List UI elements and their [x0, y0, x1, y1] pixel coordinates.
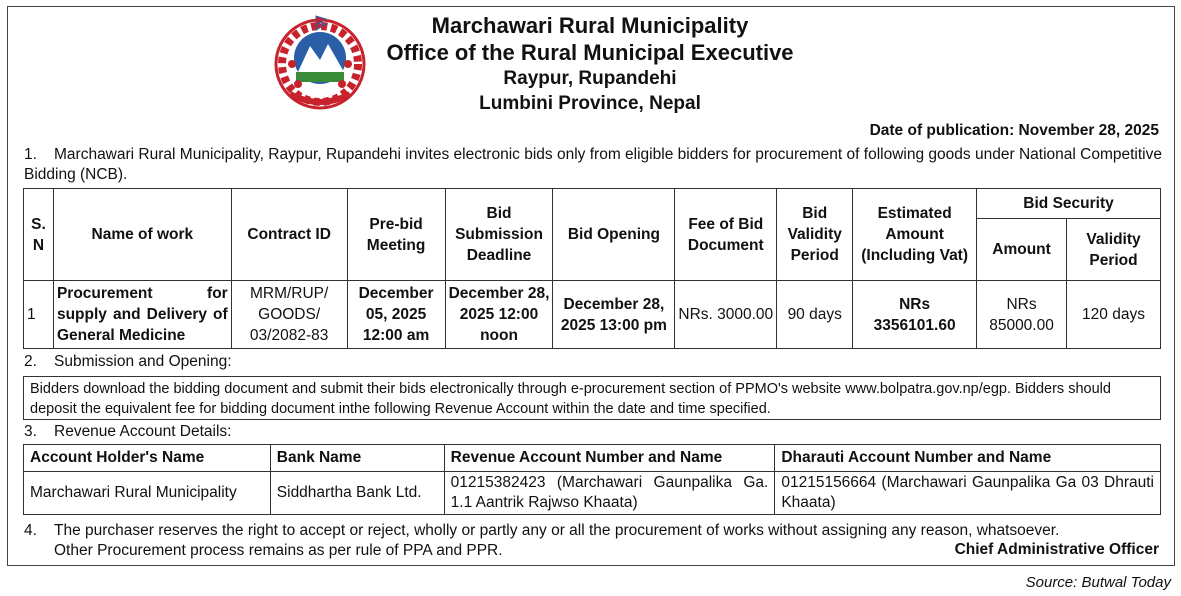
section-2-title: Submission and Opening:: [54, 353, 232, 370]
cell-security-validity: 120 days: [1067, 281, 1161, 349]
section-1-number: 1.: [24, 146, 37, 163]
cell-bid-validity: 90 days: [777, 281, 853, 349]
cell-name-of-work: Procurement for supply and Delivery of General Medicine: [53, 281, 231, 349]
section-4-line2: Other Procurement process remains as per rule of PPA and PPR.: [54, 542, 503, 559]
section-3-heading: [24, 422, 232, 442]
cell-sn: 1: [24, 281, 54, 349]
header-estimated-amount: Estimated Amount (Including Vat): [853, 189, 977, 281]
cell-bid-opening: December 28, 2025 13:00 pm: [553, 281, 675, 349]
section-4-number: 4.: [24, 522, 37, 539]
header-contract-id: Contract ID: [231, 189, 347, 281]
header-bid-validity: Bid Validity Period: [777, 189, 853, 281]
header-name-of-work: Name of work: [53, 189, 231, 281]
cell-submission-deadline: December 28, 2025 12:00 noon: [445, 281, 553, 349]
table-row: [24, 472, 1161, 515]
cell-fee: NRs. 3000.00: [675, 281, 777, 349]
office-address: Raypur, Rupandehi: [503, 68, 677, 89]
header-sn: S. N: [24, 189, 54, 281]
section-2-heading: [24, 352, 232, 372]
cell-prebid-meeting: December 05, 2025 12:00 am: [347, 281, 445, 349]
header-fee: Fee of Bid Document: [675, 189, 777, 281]
header-revenue-account: Revenue Account Number and Name: [444, 445, 775, 472]
header-dharauti-account: Dharauti Account Number and Name: [775, 445, 1161, 472]
nepal-emblem-icon: [270, 14, 370, 110]
office-province: Lumbini Province, Nepal: [479, 93, 701, 114]
signature-title: Chief Administrative Officer: [954, 541, 1159, 558]
publication-date: Date of publication: November 28, 2025: [869, 122, 1159, 139]
office-header: [380, 12, 800, 116]
header-bid-opening: Bid Opening: [553, 189, 675, 281]
table-row: [24, 281, 1161, 349]
header-security-amount: Amount: [977, 219, 1067, 281]
cell-bank-name: Siddhartha Bank Ltd.: [270, 472, 444, 515]
header-bank-name: Bank Name: [270, 445, 444, 472]
section-1: [24, 145, 1162, 185]
source-credit: Source: Butwal Today: [1025, 574, 1171, 591]
cell-account-holder: Marchawari Rural Municipality: [24, 472, 271, 515]
header-submission-deadline: Bid Submission Deadline: [445, 189, 553, 281]
cell-revenue-account: 01215382423 (Marchawari Gaunpalika Ga. 1.1 Aantrik Rajwso Khaata): [444, 472, 775, 515]
header-account-holder: Account Holder's Name: [24, 445, 271, 472]
cell-security-amount: NRs 85000.00: [977, 281, 1067, 349]
submission-text-box: Bidders download the bidding document and submit their bids electronically through e-procurement section of PPMO's website www.bolpatra.gov.np/egp. Bidders should deposit the equivalent fee for bidding document inthe following Revenue Account within the date and time specified.: [23, 376, 1161, 420]
header-bid-security: Bid Security: [977, 189, 1161, 219]
municipality-name: Marchawari Rural Municipality: [431, 13, 749, 38]
section-2-number: 2.: [24, 353, 37, 370]
header-prebid-meeting: Pre-bid Meeting: [347, 189, 445, 281]
section-3-title: Revenue Account Details:: [54, 423, 232, 440]
cell-dharauti-account: 01215156664 (Marchawari Gaunpalika Ga 03 Dhrauti Khaata): [775, 472, 1161, 515]
cell-contract-id: MRM/RUP/ GOODS/ 03/2082-83: [231, 281, 347, 349]
section-1-text: Marchawari Rural Municipality, Raypur, Rupandehi invites electronic bids only from eligible bidders for procurement of following goods under National Competitive Bidding (NCB).: [24, 146, 1162, 183]
header-security-validity: Validity Period: [1067, 219, 1161, 281]
section-3-number: 3.: [24, 423, 37, 440]
cell-estimated-amount: NRs 3356101.60: [853, 281, 977, 349]
section-4-line1: The purchaser reserves the right to accept or reject, wholly or partly any or all the procurement of works without assigning any reason, whatsoever.: [54, 522, 1060, 539]
revenue-account-table: [23, 444, 1161, 515]
office-name: Office of the Rural Municipal Executive: [386, 40, 794, 65]
bid-table: [23, 188, 1161, 349]
